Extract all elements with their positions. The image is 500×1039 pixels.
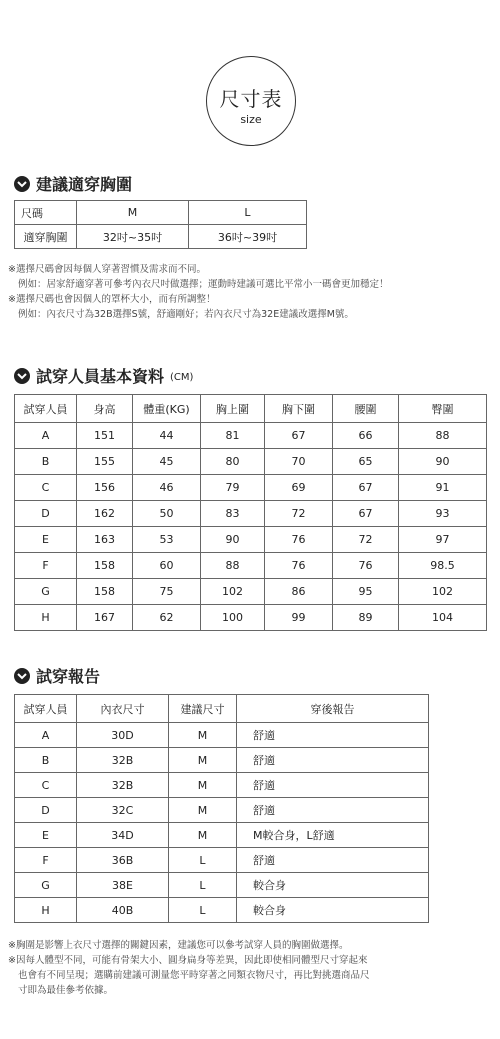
- table-cell: D: [15, 501, 77, 527]
- table-cell: 36B: [77, 848, 169, 873]
- chevron-down-icon: [14, 368, 30, 384]
- note-line: 寸即為最佳參考依據。: [18, 985, 114, 996]
- header-cell: 建議尺寸: [169, 695, 237, 723]
- header-cell: M: [77, 201, 189, 225]
- table-cell: 88: [399, 423, 487, 449]
- table-cell: M: [169, 723, 237, 748]
- table-cell: 53: [133, 527, 201, 553]
- section-title-fit-report: [14, 664, 100, 687]
- table-row: [15, 225, 307, 249]
- table-cell: 99: [265, 605, 333, 631]
- table-cell: 30D: [77, 723, 169, 748]
- table-row: [15, 823, 429, 848]
- table-cell: 36吋~39吋: [189, 225, 307, 249]
- table-cell: B: [15, 748, 77, 773]
- note-line: 也會有不同呈現；選購前建議可測量您平時穿著之同類衣物尺寸，再比對挑選商品尺: [18, 970, 370, 981]
- table-cell: 89: [333, 605, 399, 631]
- table-cell: M: [169, 773, 237, 798]
- table-cell: A: [15, 723, 77, 748]
- table-cell: E: [15, 823, 77, 848]
- header-cell: 尺碼: [15, 201, 77, 225]
- table-header-row: [15, 395, 487, 423]
- size-table: [14, 200, 307, 249]
- note-line: 例如：居家舒適穿著可參考內衣尺吋做選擇；運動時建議可選比平常小一碼會更加穩定！: [18, 279, 389, 290]
- header-cell: 胸下圍: [265, 395, 333, 423]
- unit-label: (CM): [170, 371, 194, 383]
- table-cell: 舒適: [237, 798, 429, 823]
- table-cell: 93: [399, 501, 487, 527]
- table-cell: 155: [77, 449, 133, 475]
- table-cell: 80: [201, 449, 265, 475]
- table-cell: 65: [333, 449, 399, 475]
- table-cell: 79: [201, 475, 265, 501]
- table-cell: E: [15, 527, 77, 553]
- table-cell: A: [15, 423, 77, 449]
- table-cell: 40B: [77, 898, 169, 923]
- table-header-row: [15, 695, 429, 723]
- chevron-down-icon: [14, 668, 30, 684]
- notes-fit-guidance: [8, 938, 370, 998]
- table-cell: 32吋~35吋: [77, 225, 189, 249]
- table-cell: H: [15, 605, 77, 631]
- table-cell: 32B: [77, 748, 169, 773]
- table-cell: L: [169, 873, 237, 898]
- table-cell: B: [15, 449, 77, 475]
- table-cell: 69: [265, 475, 333, 501]
- table-row: [15, 475, 487, 501]
- table-cell: 158: [77, 579, 133, 605]
- badge-title: 尺寸表: [219, 87, 283, 111]
- header-cell: 體重(KG): [133, 395, 201, 423]
- header-cell: 胸上圍: [201, 395, 265, 423]
- table-cell: 38E: [77, 873, 169, 898]
- table-cell: 91: [399, 475, 487, 501]
- table-cell: 151: [77, 423, 133, 449]
- table-cell: 72: [265, 501, 333, 527]
- table-cell: L: [169, 898, 237, 923]
- table-cell: M: [169, 748, 237, 773]
- table-cell: C: [15, 475, 77, 501]
- table-cell: 97: [399, 527, 487, 553]
- table-row: [15, 848, 429, 873]
- table-cell: 34D: [77, 823, 169, 848]
- table-cell: 86: [265, 579, 333, 605]
- table-row: [15, 723, 429, 748]
- tester-info-body: [15, 423, 487, 631]
- table-cell: 舒適: [237, 773, 429, 798]
- section-title-text: 建議適穿胸圍: [36, 175, 133, 194]
- table-cell: 66: [333, 423, 399, 449]
- table-cell: 45: [133, 449, 201, 475]
- table-cell: 81: [201, 423, 265, 449]
- header-cell: 試穿人員: [15, 395, 77, 423]
- header-cell: 內衣尺寸: [77, 695, 169, 723]
- table-cell: 舒適: [237, 748, 429, 773]
- table-cell: M: [169, 798, 237, 823]
- table-cell: 舒適: [237, 723, 429, 748]
- table-cell: 76: [265, 527, 333, 553]
- size-chart-badge: [206, 56, 296, 146]
- table-row: [15, 553, 487, 579]
- table-row: [15, 501, 487, 527]
- table-cell: 104: [399, 605, 487, 631]
- header-cell: 臀圍: [399, 395, 487, 423]
- table-cell: 76: [265, 553, 333, 579]
- table-cell: 32C: [77, 798, 169, 823]
- table-cell: G: [15, 873, 77, 898]
- section-title-recommended-bust: [14, 172, 132, 195]
- table-cell: 98.5: [399, 553, 487, 579]
- table-cell: 83: [201, 501, 265, 527]
- table-cell: G: [15, 579, 77, 605]
- table-cell: 163: [77, 527, 133, 553]
- table-header-row: [15, 201, 307, 225]
- table-row: [15, 527, 487, 553]
- badge-subtitle: size: [240, 113, 262, 126]
- chevron-down-icon: [14, 176, 30, 192]
- table-cell: 70: [265, 449, 333, 475]
- table-cell: H: [15, 898, 77, 923]
- tester-info-table: [14, 394, 487, 631]
- header-cell: 穿後報告: [237, 695, 429, 723]
- table-cell: 162: [77, 501, 133, 527]
- table-cell: 44: [133, 423, 201, 449]
- table-cell: 62: [133, 605, 201, 631]
- section-title-text: 試穿人員基本資料: [36, 367, 165, 386]
- table-cell: 60: [133, 553, 201, 579]
- table-cell: 75: [133, 579, 201, 605]
- table-cell: 102: [201, 579, 265, 605]
- table-cell: 158: [77, 553, 133, 579]
- table-row: [15, 449, 487, 475]
- table-row: [15, 605, 487, 631]
- table-cell: D: [15, 798, 77, 823]
- table-cell: 32B: [77, 773, 169, 798]
- table-row: [15, 898, 429, 923]
- table-cell: F: [15, 553, 77, 579]
- note-line: ※因每人體型不同，可能有骨架大小、圓身扁身等差異，因此即使相同體型尺寸穿起來: [8, 955, 368, 966]
- table-cell: 舒適: [237, 848, 429, 873]
- table-cell: C: [15, 773, 77, 798]
- fit-report-table: [14, 694, 429, 923]
- header-cell: L: [189, 201, 307, 225]
- table-cell: M較合身，L舒適: [237, 823, 429, 848]
- table-cell: M: [169, 823, 237, 848]
- table-cell: 156: [77, 475, 133, 501]
- table-cell: L: [169, 848, 237, 873]
- table-cell: 90: [201, 527, 265, 553]
- notes-size-selection: [8, 262, 389, 322]
- table-cell: 50: [133, 501, 201, 527]
- note-line: 例如：內衣尺寸為32B選擇S號，舒適剛好；若內衣尺寸為32E建議改選擇M號。: [18, 309, 354, 320]
- header-cell: 身高: [77, 395, 133, 423]
- table-cell: 95: [333, 579, 399, 605]
- header-cell: 試穿人員: [15, 695, 77, 723]
- table-cell: F: [15, 848, 77, 873]
- table-cell: 67: [333, 501, 399, 527]
- note-line: ※胸圍是影響上衣尺寸選擇的關鍵因素，建議您可以參考試穿人員的胸圍做選擇。: [8, 940, 349, 951]
- table-row: [15, 748, 429, 773]
- table-row: [15, 773, 429, 798]
- header-cell: 腰圍: [333, 395, 399, 423]
- table-cell: 76: [333, 553, 399, 579]
- table-cell: 67: [265, 423, 333, 449]
- table-cell: 較合身: [237, 898, 429, 923]
- note-line: ※選擇尺碼也會因個人的罩杯大小，而有所調整！: [8, 294, 216, 305]
- note-line: ※選擇尺碼會因每個人穿著習慣及需求而不同。: [8, 264, 206, 275]
- fit-report-body: [15, 723, 429, 923]
- table-cell: 100: [201, 605, 265, 631]
- table-row: [15, 873, 429, 898]
- table-cell: 90: [399, 449, 487, 475]
- table-cell: 167: [77, 605, 133, 631]
- table-cell: 102: [399, 579, 487, 605]
- table-cell: 46: [133, 475, 201, 501]
- table-cell: 88: [201, 553, 265, 579]
- section-title-text: 試穿報告: [36, 667, 101, 686]
- table-row: [15, 798, 429, 823]
- table-cell: 較合身: [237, 873, 429, 898]
- table-cell: 72: [333, 527, 399, 553]
- table-row: [15, 579, 487, 605]
- table-cell: 67: [333, 475, 399, 501]
- table-row: [15, 423, 487, 449]
- table-cell: 適穿胸圍: [15, 225, 77, 249]
- section-title-tester-info: [14, 364, 193, 387]
